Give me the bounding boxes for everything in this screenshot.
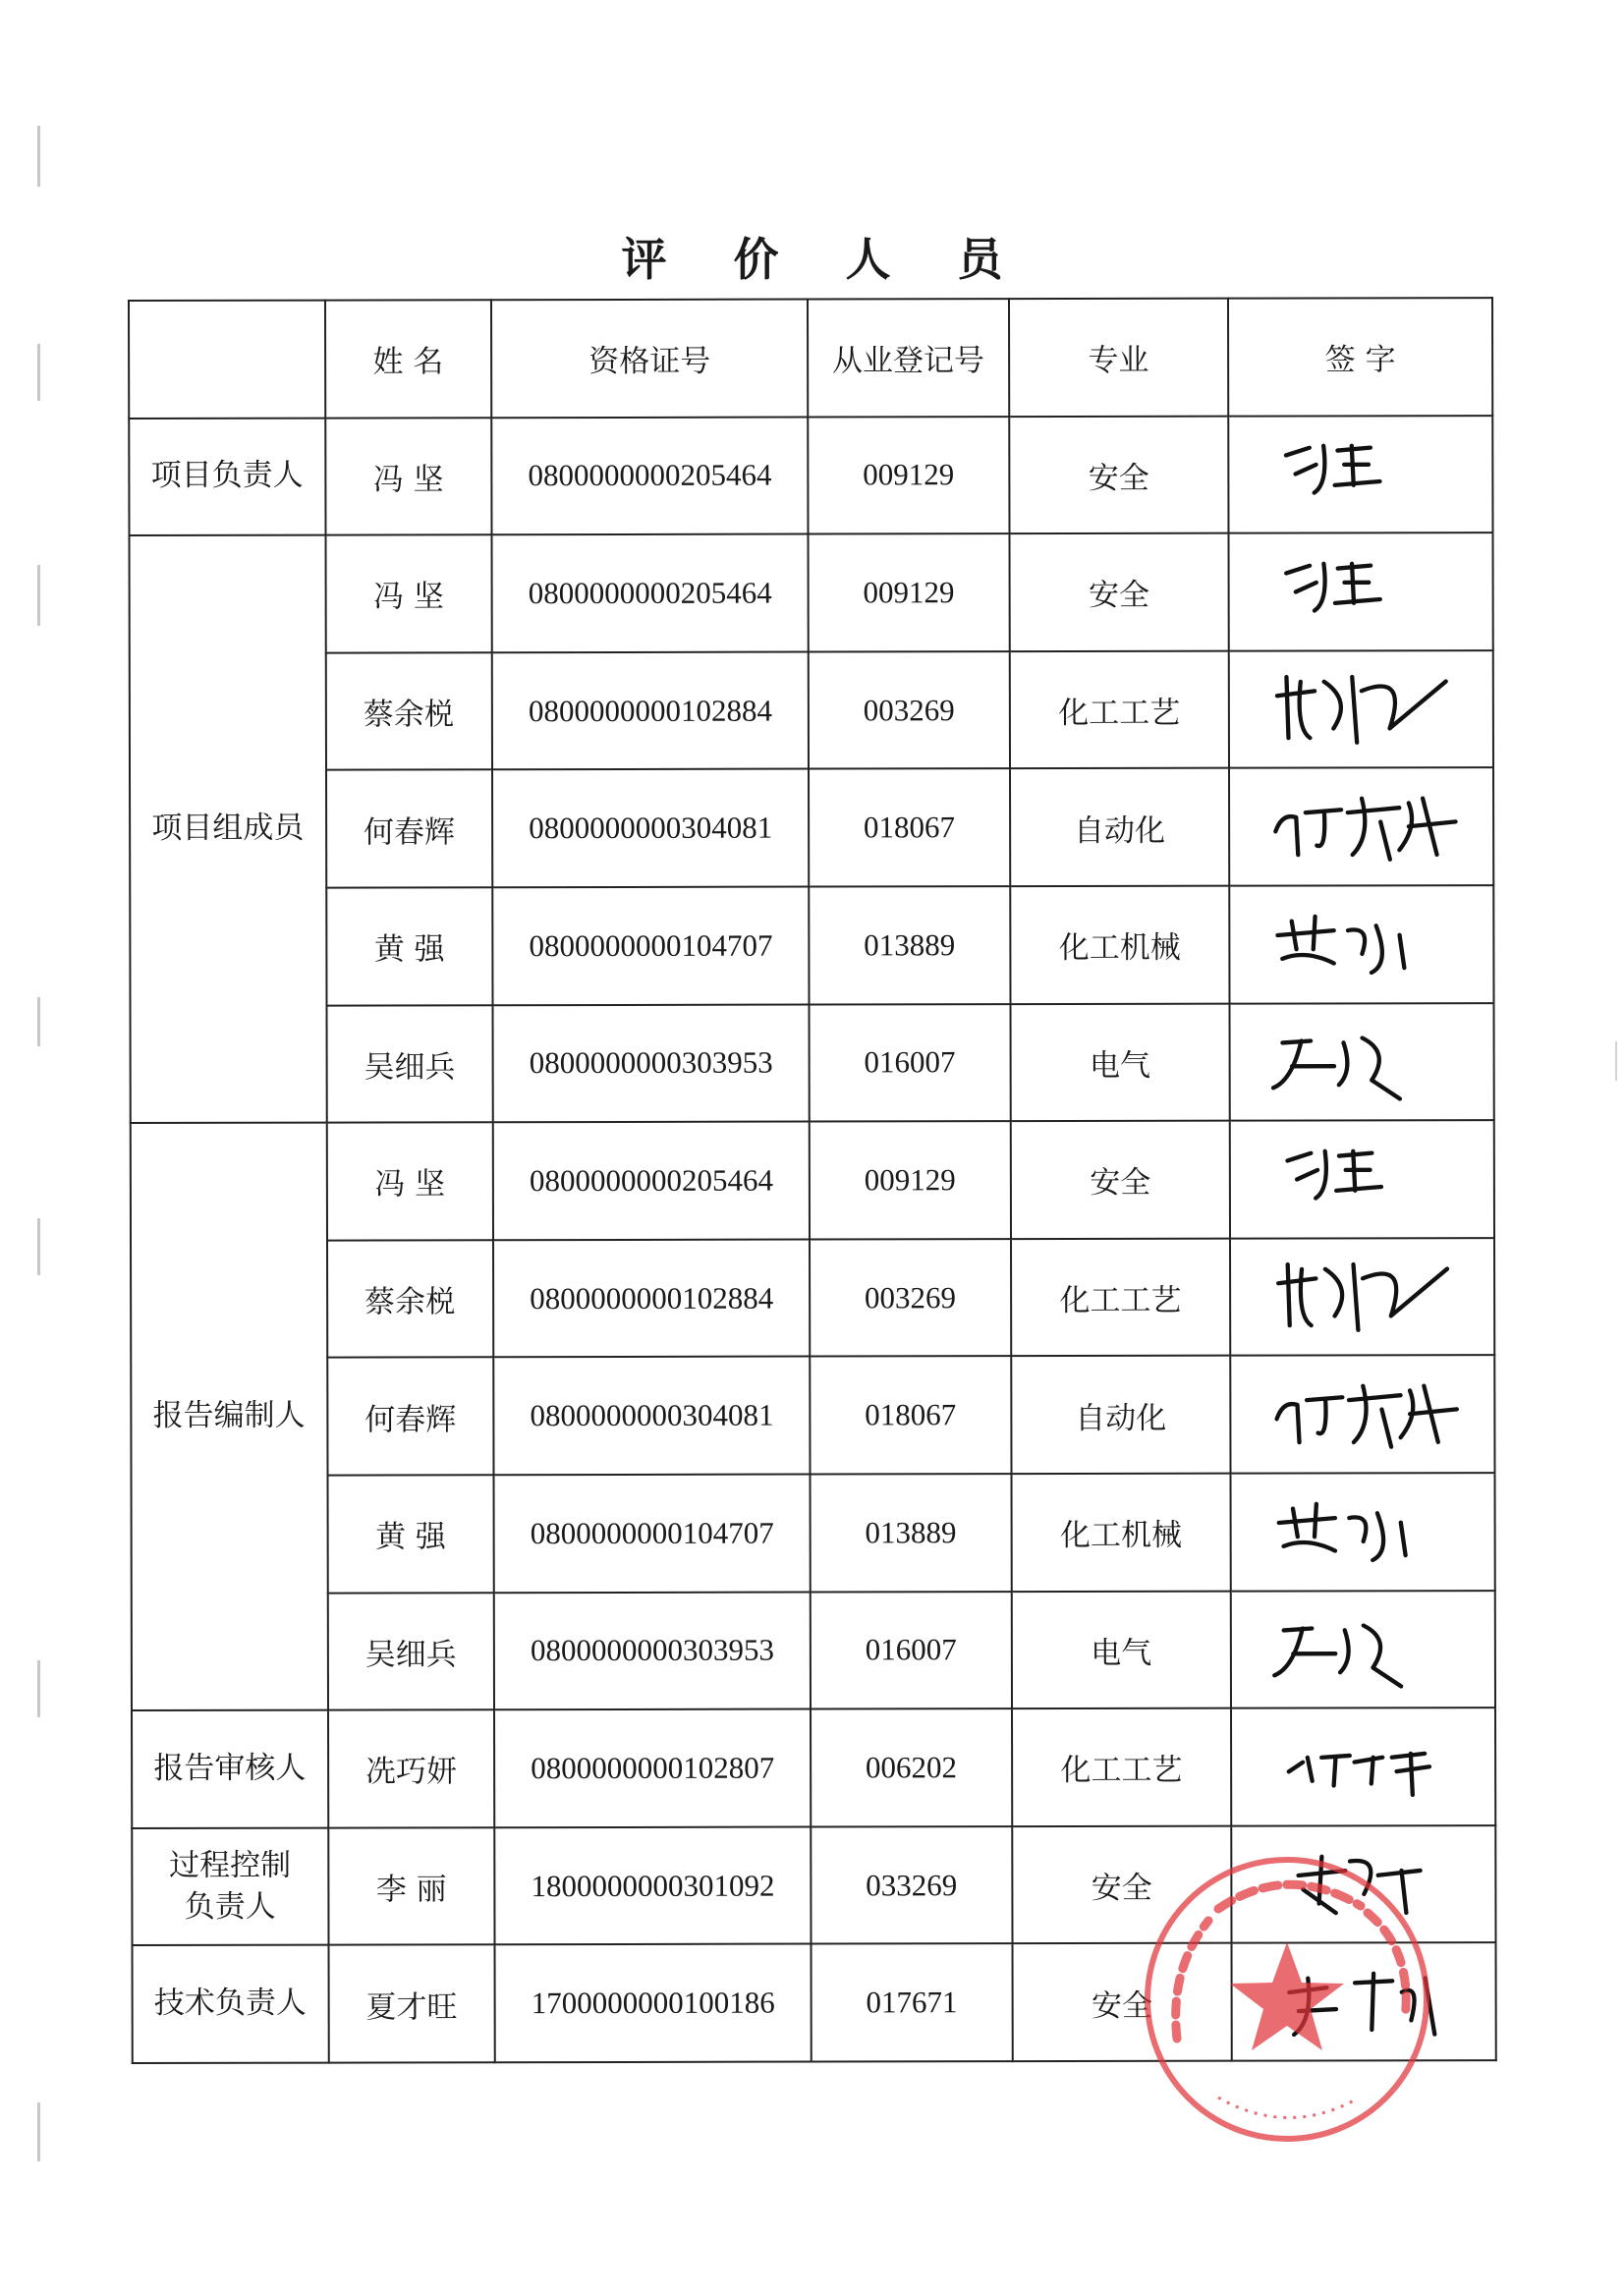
specialty-cell: 化工机械 [1011,1474,1231,1592]
signature-cell [1231,1707,1495,1825]
name-cell: 蔡余棁 [325,652,492,770]
specialty-cell: 化工机械 [1010,886,1230,1004]
registration-number-cell: 033269 [811,1826,1012,1944]
signature-cell [1231,1473,1495,1591]
scan-edge-mark [37,2102,40,2161]
role-cell: 报告审核人 [132,1710,328,1828]
signature-cell [1230,1003,1494,1121]
name-cell: 何春辉 [326,770,493,888]
registration-number-cell: 018067 [809,768,1010,886]
cert-number-cell: 1700000000100186 [495,1944,812,2062]
staff-table [128,297,1497,2064]
registration-number-cell: 013889 [809,886,1010,1004]
cert-number-cell: 0800000000205464 [491,417,808,534]
scan-edge-mark [37,1218,40,1275]
registration-number-cell: 016007 [811,1592,1012,1709]
specialty-cell: 安全 [1009,533,1229,651]
name-cell: 吴细兵 [326,1005,493,1123]
handwritten-signature [1259,1013,1465,1111]
specialty-cell: 安全 [1012,1943,1232,2061]
cert-number-cell: 0800000000102884 [492,651,809,769]
cert-number-cell: 1800000000301092 [494,1826,811,1944]
name-cell: 冯 坚 [325,418,492,535]
specialty-cell: 安全 [1012,1825,1232,1943]
signature-cell [1229,885,1493,1003]
scan-edge-mark [37,565,40,626]
signature-cell [1230,1120,1494,1238]
scan-edge-mark [37,344,40,401]
cert-number-cell: 0800000000102807 [494,1709,811,1827]
cert-number-cell: 0800000000304081 [493,1357,810,1475]
registration-number-cell: 017671 [811,1943,1012,2061]
table-row [131,1003,1494,1124]
table-row [130,532,1493,653]
page-title: 评 价 人 员 [621,233,1029,286]
signature-cell [1229,767,1493,885]
signature-cell [1231,1591,1495,1708]
name-cell: 李 丽 [328,1827,495,1945]
name-cell: 冯 坚 [326,1122,493,1240]
header-cert: 资格证号 [491,300,808,418]
seal-star-icon [1230,1942,1344,2050]
cert-number-cell: 0800000000303953 [493,1004,810,1122]
specialty-cell: 化工工艺 [1012,1708,1232,1826]
registration-number-cell: 009129 [808,417,1009,534]
signature-cell [1230,1238,1494,1356]
header-name: 姓 名 [325,300,492,418]
cert-number-cell: 0800000000205464 [492,534,809,652]
handwritten-signature [1258,660,1464,758]
registration-number-cell: 018067 [810,1356,1011,1474]
cert-number-cell: 0800000000303953 [494,1592,811,1709]
name-cell: 吴细兵 [327,1593,494,1710]
table-row [130,650,1493,771]
table-row [131,1355,1494,1476]
header-role [129,301,325,419]
handwritten-signature [1260,1717,1467,1816]
company-seal [1140,1852,1474,2147]
role-cell: 技术负责人 [133,1945,329,2063]
table-row [132,1707,1495,1828]
handwritten-signature [1260,1365,1466,1463]
registration-number-cell: 003269 [810,1239,1011,1357]
cert-number-cell: 0800000000102884 [493,1239,810,1357]
scan-edge-mark [37,126,40,187]
specialty-cell: 化工工艺 [1011,1238,1231,1356]
handwritten-signature [1260,1599,1466,1698]
table-row [132,1473,1495,1594]
registration-number-cell: 013889 [810,1474,1011,1592]
table-row [131,1120,1494,1241]
cert-number-cell: 0800000000205464 [493,1122,810,1240]
signature-cell [1228,416,1492,533]
name-cell: 黄 强 [326,887,493,1005]
specialty-cell: 自动化 [1010,768,1230,886]
signature-cell [1230,1355,1494,1473]
staff-body [129,416,1496,2063]
table-header-row [129,298,1492,419]
handwritten-signature [1259,1130,1465,1228]
header-signature: 签 字 [1228,298,1492,416]
name-cell: 冯 坚 [325,534,492,652]
table-row [132,1591,1495,1711]
registration-number-cell: 016007 [809,1004,1010,1122]
name-cell: 何春辉 [327,1358,494,1476]
handwritten-signature [1260,1483,1466,1581]
header-spec: 专业 [1009,299,1229,417]
scan-edge-mark [1615,1041,1617,1081]
specialty-cell: 电气 [1010,1003,1230,1121]
header-reg: 从业登记号 [808,299,1009,417]
specialty-cell: 自动化 [1011,1356,1231,1474]
table-row [130,767,1493,888]
scan-edge-mark [37,1660,40,1717]
registration-number-cell: 003269 [809,651,1010,769]
name-cell: 冼巧妍 [328,1709,495,1827]
signature-cell [1229,532,1493,650]
cert-number-cell: 0800000000104707 [494,1474,811,1592]
specialty-cell: 化工工艺 [1009,650,1229,768]
name-cell: 黄 强 [327,1475,494,1593]
name-cell: 夏才旺 [328,1945,495,2063]
registration-number-cell: 009129 [810,1121,1011,1239]
registration-number-cell: 006202 [811,1708,1012,1826]
specialty-cell: 电气 [1011,1591,1231,1708]
handwritten-signature [1260,1248,1466,1346]
cert-number-cell: 0800000000304081 [492,769,809,887]
cert-number-cell: 0800000000104707 [492,887,809,1005]
handwritten-signature [1258,425,1464,524]
specialty-cell: 安全 [1010,1121,1230,1239]
handwritten-signature [1259,895,1465,993]
name-cell: 蔡余棁 [327,1240,494,1358]
table-row [129,416,1492,536]
role-cell: 项目负责人 [129,418,325,535]
role-cell: 报告编制人 [131,1123,328,1710]
role-cell: 过程控制 负责人 [132,1827,328,1945]
specialty-cell: 安全 [1009,416,1229,533]
signature-cell [1229,650,1493,768]
role-cell: 项目组成员 [130,535,327,1123]
handwritten-signature [1258,542,1464,641]
handwritten-signature [1259,777,1465,875]
table-row [130,885,1493,1006]
table-row [131,1238,1494,1359]
scan-edge-mark [37,997,40,1046]
registration-number-cell: 009129 [808,533,1009,651]
